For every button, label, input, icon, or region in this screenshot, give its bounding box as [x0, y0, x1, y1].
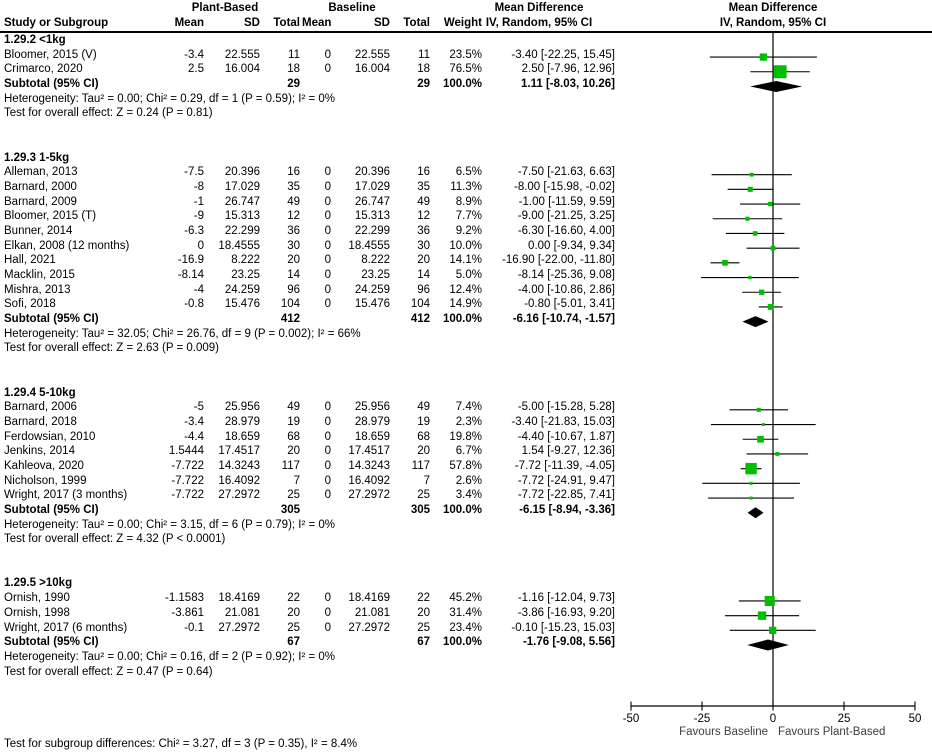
overall-effect-row [0, 341, 932, 356]
column-header-total-baseline: Total [403, 17, 430, 29]
table-header [0, 0, 932, 33]
column-header-weight: Weight [443, 17, 482, 29]
study-name: Barnard, 2006 [4, 401, 77, 414]
sd-plant-cell: 18.4555 [218, 239, 260, 252]
subtotal-weight-cell: 100.0% [442, 504, 482, 516]
overall-effect-row [0, 665, 932, 680]
total-baseline-cell: 104 [410, 298, 430, 311]
sd-plant-cell: 25.956 [224, 401, 260, 414]
sd-baseline-cell: 22.299 [354, 224, 390, 237]
sd-plant-cell: 18.4169 [218, 592, 260, 605]
sd-plant-cell: 16.004 [224, 63, 260, 76]
study-row [0, 591, 932, 606]
md-ci-cell: -7.72 [-11.39, -4.05] [514, 459, 615, 472]
total-baseline-cell: 36 [417, 224, 430, 237]
sd-baseline-cell: 26.747 [354, 195, 390, 208]
md-ci-cell: -3.40 [-22.25, 15.45] [511, 48, 615, 61]
mean-baseline-cell: 0 [324, 224, 331, 237]
weight-cell: 11.3% [450, 180, 482, 193]
mean-baseline-cell: 0 [324, 239, 331, 252]
weight-cell: 2.3% [455, 415, 482, 428]
md-ci-cell: -0.80 [-5.01, 3.41] [524, 298, 615, 311]
total-baseline-cell: 22 [417, 592, 430, 605]
total-baseline-cell: 30 [417, 239, 430, 252]
column-header-sd-plant: SD [244, 17, 260, 29]
favours-left-label: Favours Baseline [679, 726, 768, 738]
sd-plant-cell: 14.3243 [218, 459, 260, 472]
sd-plant-cell: 27.2972 [218, 489, 260, 502]
sd-plant-cell: 23.25 [231, 269, 260, 281]
subgroup-label: 1.29.4 5-10kg [4, 386, 76, 399]
mean-baseline-cell: 0 [324, 606, 331, 619]
heterogeneity-note: Heterogeneity: Tau² = 32.05; Chi² = 26.76, df = 9 (P = 0.002); I² = 66% [4, 327, 361, 340]
heterogeneity-row [0, 327, 932, 342]
total-plant-cell: 11 [288, 48, 300, 61]
total-plant-cell: 104 [280, 298, 300, 311]
sd-plant-cell: 24.259 [224, 283, 260, 296]
total-plant-cell: 12 [287, 210, 300, 223]
study-row [0, 430, 932, 445]
sd-baseline-cell: 18.4555 [348, 239, 390, 252]
subtotal-total-baseline-cell: 305 [410, 504, 430, 516]
total-baseline-cell: 20 [417, 445, 430, 458]
total-baseline-cell: 117 [411, 459, 430, 472]
weight-cell: 76.5% [449, 63, 482, 76]
md-ci-cell: 0.00 [-9.34, 9.34] [528, 239, 615, 252]
mean-baseline-cell: 0 [324, 459, 331, 472]
subtotal-row [0, 635, 932, 650]
mean-plant-cell: -8 [193, 180, 204, 193]
md-ci-cell: -1.00 [-11.59, 9.59] [518, 195, 615, 208]
subgroup-label: 1.29.5 >10kg [4, 577, 73, 590]
mean-baseline-cell: 0 [324, 592, 331, 605]
mean-baseline-cell: 0 [324, 401, 331, 414]
total-baseline-cell: 25 [417, 621, 430, 634]
subtotal-label: Subtotal (95% CI) [4, 313, 99, 326]
subgroup-label-row [0, 33, 932, 48]
mean-plant-cell: -4 [193, 283, 204, 296]
sd-baseline-cell: 24.259 [354, 283, 390, 296]
md-ci-cell: -7.72 [-22.85, 7.41] [517, 489, 615, 502]
spacer-row [0, 356, 932, 371]
study-name: Mishra, 2013 [4, 283, 71, 296]
heterogeneity-row [0, 518, 932, 533]
study-row [0, 165, 932, 180]
subtotal-row [0, 77, 932, 92]
total-baseline-cell: 49 [417, 401, 430, 414]
total-baseline-cell: 25 [417, 489, 430, 502]
sd-plant-cell: 26.747 [224, 195, 260, 208]
total-plant-cell: 16 [287, 166, 300, 179]
sd-baseline-cell: 8.222 [361, 254, 390, 267]
mean-plant-cell: -9 [193, 210, 204, 223]
total-plant-cell: 20 [287, 445, 300, 458]
study-row [0, 224, 932, 239]
mean-baseline-cell: 0 [324, 195, 331, 208]
total-plant-cell: 25 [287, 489, 300, 502]
axis-tick-label: -25 [693, 713, 711, 725]
md-ci-cell: 1.54 [-9.27, 12.36] [521, 445, 615, 458]
study-name: Wright, 2017 (3 months) [4, 489, 128, 502]
weight-cell: 23.5% [449, 48, 482, 61]
sd-plant-cell: 17.4517 [218, 445, 260, 458]
mean-baseline-cell: 0 [324, 489, 331, 502]
mean-baseline-cell: 0 [324, 180, 331, 193]
total-plant-cell: 49 [287, 195, 300, 208]
study-name: Sofi, 2018 [4, 298, 56, 311]
total-baseline-cell: 19 [417, 415, 430, 428]
subtotal-md-ci-cell: -6.16 [-10.74, -1.57] [512, 313, 615, 326]
mean-plant-cell: -5 [193, 401, 204, 414]
weight-cell: 9.2% [455, 224, 482, 237]
heterogeneity-row [0, 650, 932, 665]
md-ci-cell: -16.90 [-22.00, -11.80] [502, 254, 615, 267]
total-baseline-cell: 20 [417, 606, 430, 619]
mean-plant-cell: -0.8 [184, 298, 204, 311]
sd-baseline-cell: 23.25 [361, 269, 390, 281]
subtotal-total-plant-cell: 67 [287, 636, 300, 649]
spacer-row [0, 547, 932, 562]
weight-cell: 23.4% [449, 621, 482, 634]
spacer-row [0, 371, 932, 386]
column-header-total-plant: Total [273, 17, 300, 29]
subgroup-differences-note: Test for subgroup differences: Chi² = 3.27, df = 3 (P = 0.35), I² = 8.4% [4, 738, 358, 750]
plot-header-ci: IV, Random, 95% CI [719, 17, 827, 29]
total-baseline-cell: 7 [423, 474, 430, 487]
md-ci-cell: -1.16 [-12.04, 9.73] [517, 592, 615, 605]
sd-baseline-cell: 25.956 [354, 401, 390, 414]
study-row [0, 48, 932, 63]
axis-tick-label: 25 [837, 713, 851, 725]
mean-baseline-cell: 0 [324, 48, 331, 61]
weight-cell: 14.1% [449, 254, 482, 267]
column-header-mean-difference: Mean Difference [494, 2, 584, 14]
subtotal-total-plant-cell: 412 [280, 313, 300, 326]
sd-plant-cell: 28.979 [224, 415, 260, 428]
mean-plant-cell: -7.722 [171, 459, 204, 472]
total-baseline-cell: 49 [417, 195, 430, 208]
sd-baseline-cell: 28.979 [354, 415, 390, 428]
total-plant-cell: 7 [293, 474, 300, 487]
mean-plant-cell: -1.1583 [164, 592, 204, 605]
md-ci-cell: -3.86 [-16.93, 9.20] [517, 606, 615, 619]
study-name: Alleman, 2013 [4, 166, 78, 179]
study-row [0, 268, 932, 283]
mean-plant-cell: 0 [197, 239, 204, 252]
sd-plant-cell: 15.313 [224, 210, 260, 223]
sd-baseline-cell: 15.313 [354, 210, 390, 223]
study-name: Ferdowsian, 2010 [4, 430, 96, 443]
heterogeneity-note: Heterogeneity: Tau² = 0.00; Chi² = 0.16, df = 2 (P = 0.92); I² = 0% [4, 650, 336, 663]
mean-plant-cell: -16.9 [177, 254, 204, 267]
study-name: Ornish, 1990 [4, 592, 70, 605]
total-baseline-cell: 11 [418, 48, 430, 61]
subtotal-md-ci-cell: -1.76 [-9.08, 5.56] [522, 636, 615, 649]
study-row [0, 253, 932, 268]
subtotal-total-plant-cell: 29 [287, 78, 300, 91]
study-name: Nicholson, 1999 [4, 474, 87, 487]
weight-cell: 7.4% [455, 401, 482, 414]
study-name: Hall, 2021 [4, 254, 56, 267]
weight-cell: 2.6% [455, 474, 482, 487]
sd-baseline-cell: 14.3243 [348, 459, 390, 472]
overall-effect-note: Test for overall effect: Z = 4.32 (P < 0.0001) [4, 533, 226, 546]
sd-baseline-cell: 27.2972 [348, 621, 390, 634]
study-row [0, 444, 932, 459]
total-baseline-cell: 16 [417, 166, 430, 179]
total-plant-cell: 117 [281, 459, 300, 472]
md-ci-cell: -7.50 [-21.63, 6.63] [517, 166, 615, 179]
total-plant-cell: 20 [287, 606, 300, 619]
weight-cell: 31.4% [449, 606, 482, 619]
overall-effect-note: Test for overall effect: Z = 0.47 (P = 0.64) [4, 665, 213, 678]
weight-cell: 14.9% [449, 298, 482, 311]
weight-cell: 12.4% [449, 283, 482, 296]
subgroup-label: 1.29.2 <1kg [4, 34, 66, 46]
column-header-mean-plant: Mean [174, 17, 204, 29]
study-name: Barnard, 2009 [4, 195, 77, 208]
md-ci-cell: -7.72 [-24.91, 9.47] [517, 474, 615, 487]
mean-plant-cell: -7.722 [171, 489, 204, 502]
sd-baseline-cell: 27.2972 [348, 489, 390, 502]
mean-baseline-cell: 0 [324, 210, 331, 223]
column-header-ci: IV, Random, 95% CI [485, 17, 593, 29]
study-row [0, 415, 932, 430]
study-name: Crimarco, 2020 [4, 63, 83, 76]
total-plant-cell: 25 [287, 621, 300, 634]
study-row [0, 62, 932, 77]
sd-plant-cell: 8.222 [231, 254, 260, 267]
total-baseline-cell: 12 [417, 210, 430, 223]
mean-plant-cell: 2.5 [188, 63, 204, 76]
heterogeneity-row [0, 92, 932, 107]
mean-baseline-cell: 0 [324, 298, 331, 311]
spacer-row [0, 562, 932, 577]
sd-plant-cell: 27.2972 [218, 621, 260, 634]
sd-baseline-cell: 16.4092 [348, 474, 390, 487]
mean-baseline-cell: 0 [324, 63, 331, 76]
total-plant-cell: 30 [287, 239, 300, 252]
study-row [0, 606, 932, 621]
subgroup-label-row [0, 151, 932, 166]
subtotal-label: Subtotal (95% CI) [4, 636, 99, 649]
total-baseline-cell: 18 [417, 63, 430, 76]
mean-plant-cell: -3.861 [171, 606, 204, 619]
subtotal-weight-cell: 100.0% [442, 78, 482, 91]
md-ci-cell: -3.40 [-21.83, 15.03] [511, 415, 615, 428]
study-name: Barnard, 2000 [4, 180, 77, 193]
study-row [0, 621, 932, 636]
sd-plant-cell: 15.476 [224, 298, 260, 311]
mean-plant-cell: -4.4 [184, 430, 204, 443]
sd-baseline-cell: 18.4169 [348, 592, 390, 605]
overall-effect-row [0, 532, 932, 547]
sd-baseline-cell: 15.476 [354, 298, 390, 311]
favours-right-label: Favours Plant-Based [778, 726, 886, 738]
sd-baseline-cell: 22.555 [354, 48, 390, 61]
study-row [0, 400, 932, 415]
mean-baseline-cell: 0 [324, 445, 331, 458]
sd-baseline-cell: 16.004 [354, 63, 390, 76]
md-ci-cell: -5.00 [-15.28, 5.28] [517, 401, 615, 414]
subtotal-md-ci-cell: 1.11 [-8.03, 10.26] [521, 78, 615, 91]
mean-plant-cell: -0.1 [184, 621, 204, 634]
subtotal-total-baseline-cell: 412 [410, 313, 430, 326]
study-row [0, 474, 932, 489]
heterogeneity-note: Heterogeneity: Tau² = 0.00; Chi² = 0.29, df = 1 (P = 0.59); I² = 0% [4, 92, 336, 105]
total-plant-cell: 20 [287, 254, 300, 267]
sd-plant-cell: 16.4092 [218, 474, 260, 487]
mean-plant-cell: -7.5 [184, 166, 204, 179]
weight-cell: 5.0% [455, 269, 482, 281]
mean-baseline-cell: 0 [324, 283, 331, 296]
sd-plant-cell: 17.029 [224, 180, 260, 193]
weight-cell: 6.5% [455, 166, 482, 179]
mean-plant-cell: -3.4 [184, 48, 204, 61]
subtotal-weight-cell: 100.0% [442, 636, 482, 649]
total-plant-cell: 36 [287, 224, 300, 237]
axis-tick-label: 0 [769, 713, 777, 725]
total-plant-cell: 19 [287, 415, 300, 428]
md-ci-cell: -8.14 [-25.36, 9.08] [517, 269, 615, 281]
study-row [0, 180, 932, 195]
mean-plant-cell: -7.722 [171, 474, 204, 487]
mean-plant-cell: -6.3 [184, 224, 204, 237]
md-ci-cell: -0.10 [-15.23, 15.03] [511, 621, 615, 634]
sd-plant-cell: 21.081 [224, 606, 260, 619]
plot-header-mean-difference: Mean Difference [728, 2, 818, 14]
md-ci-cell: -8.00 [-15.98, -0.02] [513, 180, 615, 193]
overall-effect-row [0, 106, 932, 121]
study-row [0, 195, 932, 210]
total-baseline-cell: 14 [417, 269, 430, 281]
spacer-row [0, 121, 932, 136]
weight-cell: 19.8% [449, 430, 482, 443]
mean-plant-cell: -3.4 [184, 415, 204, 428]
subtotal-total-plant-cell: 305 [280, 504, 300, 516]
subgroup-label-row [0, 576, 932, 591]
group-header-baseline: Baseline [328, 2, 376, 14]
study-name: Elkan, 2008 (12 months) [4, 239, 130, 252]
study-row [0, 488, 932, 503]
total-plant-cell: 14 [287, 269, 300, 281]
mean-baseline-cell: 0 [324, 166, 331, 179]
sd-plant-cell: 18.659 [224, 430, 260, 443]
sd-baseline-cell: 17.029 [354, 180, 390, 193]
study-name: Wright, 2017 (6 months) [4, 621, 128, 634]
study-row [0, 209, 932, 224]
total-plant-cell: 18 [287, 63, 300, 76]
column-header-sd-baseline: SD [374, 17, 390, 29]
weight-cell: 3.4% [455, 489, 482, 502]
study-name: Bunner, 2014 [4, 224, 73, 237]
md-ci-cell: -4.00 [-10.86, 2.86] [517, 283, 615, 296]
study-name: Jenkins, 2014 [4, 445, 75, 458]
total-plant-cell: 35 [287, 180, 300, 193]
total-plant-cell: 68 [287, 430, 300, 443]
total-baseline-cell: 68 [417, 430, 430, 443]
study-row [0, 297, 932, 312]
mean-baseline-cell: 0 [324, 269, 331, 281]
subtotal-row [0, 312, 932, 327]
total-baseline-cell: 20 [417, 254, 430, 267]
weight-cell: 6.7% [455, 445, 482, 458]
column-header-study: Study or Subgroup [4, 17, 109, 29]
mean-baseline-cell: 0 [324, 430, 331, 443]
md-ci-cell: -6.30 [-16.60, 4.00] [517, 224, 615, 237]
mean-baseline-cell: 0 [324, 621, 331, 634]
column-header-mean-baseline: Mean [302, 17, 332, 29]
study-name: Barnard, 2018 [4, 415, 77, 428]
total-plant-cell: 96 [287, 283, 300, 296]
total-baseline-cell: 35 [417, 180, 430, 193]
study-row [0, 283, 932, 298]
sd-baseline-cell: 17.4517 [348, 445, 390, 458]
weight-cell: 10.0% [449, 239, 482, 252]
mean-baseline-cell: 0 [324, 474, 331, 487]
total-plant-cell: 22 [287, 592, 300, 605]
weight-cell: 7.7% [455, 210, 482, 223]
md-ci-cell: -9.00 [-21.25, 3.25] [517, 210, 615, 223]
subtotal-total-baseline-cell: 29 [417, 78, 430, 91]
study-name: Bloomer, 2015 (T) [4, 210, 97, 223]
mean-plant-cell: -1 [193, 195, 204, 208]
overall-effect-note: Test for overall effect: Z = 2.63 (P = 0.009) [4, 342, 219, 355]
weight-cell: 8.9% [455, 195, 482, 208]
study-name: Kahleova, 2020 [4, 459, 84, 472]
total-plant-cell: 49 [287, 401, 300, 414]
study-name: Macklin, 2015 [4, 269, 75, 281]
mean-plant-cell: -8.14 [177, 269, 204, 281]
study-name: Ornish, 1998 [4, 606, 70, 619]
spacer-row [0, 136, 932, 151]
mean-plant-cell: 1.5444 [168, 445, 204, 458]
sd-baseline-cell: 20.396 [354, 166, 390, 179]
study-table-rows [0, 33, 932, 679]
subtotal-label: Subtotal (95% CI) [4, 78, 99, 91]
mean-baseline-cell: 0 [324, 415, 331, 428]
study-row [0, 459, 932, 474]
sd-plant-cell: 20.396 [224, 166, 260, 179]
sd-plant-cell: 22.555 [224, 48, 260, 61]
subgroup-label-row [0, 386, 932, 401]
subtotal-row [0, 503, 932, 518]
total-baseline-cell: 96 [417, 283, 430, 296]
axis-tick-label: 50 [908, 713, 922, 725]
weight-cell: 57.8% [449, 459, 482, 472]
axis-tick-label: -50 [622, 713, 640, 725]
overall-effect-note: Test for overall effect: Z = 0.24 (P = 0.81) [4, 107, 213, 120]
study-row [0, 239, 932, 254]
md-ci-cell: 2.50 [-7.96, 12.96] [521, 63, 615, 76]
sd-baseline-cell: 21.081 [354, 606, 390, 619]
heterogeneity-note: Heterogeneity: Tau² = 0.00; Chi² = 3.15, df = 6 (P = 0.79); I² = 0% [4, 518, 336, 531]
md-ci-cell: -4.40 [-10.67, 1.87] [517, 430, 615, 443]
subtotal-label: Subtotal (95% CI) [4, 504, 99, 516]
mean-baseline-cell: 0 [324, 254, 331, 267]
group-header-plant-based: Plant-Based [191, 2, 259, 14]
study-name: Bloomer, 2015 (V) [4, 48, 97, 61]
sd-baseline-cell: 18.659 [354, 430, 390, 443]
subtotal-total-baseline-cell: 67 [417, 636, 430, 649]
sd-plant-cell: 22.299 [224, 224, 260, 237]
subtotal-md-ci-cell: -6.15 [-8.94, -3.36] [519, 504, 615, 516]
weight-cell: 45.2% [449, 592, 482, 605]
subtotal-weight-cell: 100.0% [442, 313, 482, 326]
subgroup-label: 1.29.3 1-5kg [4, 151, 70, 164]
